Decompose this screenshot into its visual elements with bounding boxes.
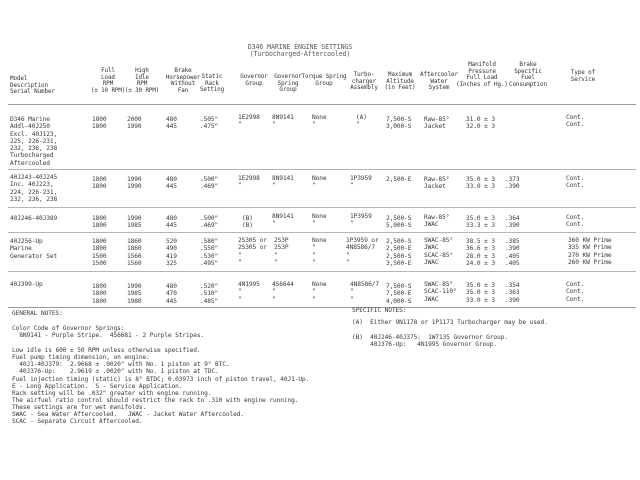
cell-turbocharger: 1P3959 " (350, 175, 372, 190)
cell-turbocharger: 1P3959 or 4N8586/7 " " (346, 237, 379, 266)
row-divider (8, 207, 636, 208)
cell-model: 40J246-40J389 (10, 215, 58, 222)
header-turbocharger: Turbo- charger Assembly (350, 72, 378, 92)
general-notes-heading: GENERAL NOTES: (12, 310, 63, 317)
row-divider (8, 232, 636, 233)
cell-full-load: 1800 1800 (92, 116, 107, 131)
specific-note: 40J376-Up: 4N1995 Governor Group. (352, 341, 498, 348)
cell-aftercooler: Raw-85° Jacket (424, 116, 450, 131)
general-note: Rack setting will be .032" greater with engine running. (12, 390, 212, 397)
header-divider (8, 104, 636, 105)
cell-brake-hp: 520 490 419 325 (166, 238, 177, 267)
cell-governor-spring: 4S6644 " " (272, 281, 294, 303)
general-note: Low idle is 600 ± 50 RPM unless otherwise specified. (12, 347, 201, 354)
cell-service: 360 KW Prime 335 KW Prime 270 KW Prime 260 KW Prime (568, 237, 612, 266)
cell-aftercooler: Raw-85° JWAC (424, 214, 450, 229)
specific-note: (A) Either 9N1178 or 1P1173 Turbocharger may be used. (352, 319, 548, 326)
cell-brake-hp: 480 445 (166, 215, 177, 230)
cell-governor-spring: 8N9141 " (272, 114, 294, 129)
cell-manifold: 35.0 ± 3 33.0 ± 3 (466, 176, 496, 191)
cell-turbocharger: 1P3959 " (350, 213, 372, 228)
cell-torque-spring: None " " " (312, 237, 327, 266)
cell-bsfc: .385 .390 .405 .405 (505, 238, 520, 267)
cell-full-load: 1800 1800 (92, 215, 107, 230)
cell-manifold: 38.5 ± 3 36.6 ± 3 28.0 ± 3 24.0 ± 3 (466, 238, 496, 267)
general-note: SWAC - Sea Water Aftercooled. JWAC - Jacket Water Aftercooled. (12, 411, 245, 418)
cell-high-idle: 1990 1985 1980 (127, 283, 142, 305)
row-divider (8, 169, 636, 170)
cell-high-idle: 1860 1860 1560 1560 (127, 238, 142, 267)
cell-governor-group: 2S305 or 2S305 or " " (238, 237, 268, 266)
cell-model: 40J256-Up Marine Generator Set (10, 238, 58, 260)
cell-bsfc: .364 .390 (505, 215, 520, 230)
header-bsfc: Brake Specific Fuel Consumption (509, 62, 547, 88)
cell-governor-group: 4N1995 " " (238, 281, 260, 303)
cell-static-rack: .500" .469" (200, 215, 219, 230)
cell-altitude: 7,500-S 7,500-E 4,000-S (386, 283, 412, 305)
cell-altitude: 7,500-S 3,000-S (386, 116, 412, 131)
header-model: Model Description Serial Number (10, 76, 55, 96)
cell-full-load: 1800 1800 1500 1500 (92, 238, 107, 267)
header-aftercooler: Aftercooler Water System (420, 72, 458, 92)
cell-governor-group: 1E2998 " (238, 114, 260, 129)
general-note: Fuel pump timing dimension, on engine: (12, 354, 150, 361)
cell-turbocharger: 4N8586/7 " " (350, 281, 380, 303)
cell-brake-hp: 480 445 (166, 176, 177, 191)
cell-bsfc: .354 .363 .390 (505, 282, 520, 304)
cell-high-idle: 1990 1990 (127, 176, 142, 191)
general-note: E - Long Application. S - Service Application. (12, 383, 183, 390)
cell-governor-spring: 8N9141 " (272, 213, 294, 228)
cell-torque-spring: None " " (312, 281, 327, 303)
row-divider (8, 271, 636, 272)
header-torque-spring: Torque Spring Group (301, 74, 347, 87)
cell-aftercooler: SWAC-85° JWAC SCAC-85° JWAC (424, 237, 454, 266)
cell-service: Cont. Cont. (566, 214, 585, 229)
cell-full-load: 1800 1800 (92, 176, 107, 191)
cell-aftercooler: SWAC-85° SCAC-110° JWAC (424, 281, 457, 303)
cell-brake-hp: 480 470 445 (166, 283, 177, 305)
cell-torque-spring: None " (312, 175, 327, 190)
cell-model: D346 Marine Addl-40J250 Excl. 40J123, 225, 226-231, 232, 236, 238 Turbocharged Aftercooled (10, 116, 58, 167)
header-high-idle: High Idle RPM (± 30 RPM) (124, 68, 160, 94)
cell-aftercooler: Raw-85° Jacket (424, 176, 450, 191)
cell-model: 40J399-Up (10, 281, 43, 288)
document-subtitle: (Turbocharged-Aftercooled) (249, 50, 351, 58)
cell-service: Cont. Cont. (566, 114, 585, 129)
cell-bsfc: .373 .390 (505, 176, 520, 191)
general-note: These settings are for wet manifolds. (12, 404, 147, 411)
header-brake-hp: Brake Horsepower Without Fan (165, 68, 201, 94)
cell-high-idle: 2000 1990 (127, 116, 142, 131)
header-governor-group: Governor Group (240, 74, 268, 87)
cell-brake-hp: 480 445 (166, 116, 177, 131)
cell-static-rack: .520" .510" .485" (200, 283, 219, 305)
specific-note: (B) 40J246-40J375: 1W7135 Governor Group. (352, 334, 508, 341)
cell-manifold: 35.0 ± 3 33.3 ± 3 (466, 215, 496, 230)
cell-governor-group: 1E2998 " (238, 175, 260, 190)
cell-full-load: 1800 1800 1800 (92, 283, 107, 305)
cell-governor-spring: 8N9141 " (272, 175, 294, 190)
cell-manifold: 31.0 ± 3 32.0 ± 3 (466, 116, 496, 131)
header-manifold-pressure: Manifold Pressure Full Load (Inches of Hg.) (456, 62, 508, 88)
cell-altitude: 2,500-S 2,500-E 2,500-S 3,500-E (386, 238, 412, 267)
cell-static-rack: .580" .550" .530" .495" (200, 238, 219, 267)
header-governor-spring-group: Governor Spring Group (274, 74, 302, 94)
specific-notes-heading: SPECIFIC NOTES: (352, 307, 407, 314)
cell-model: 40J243-40J245 Inc. 40J223, 224, 226-231, 232, 236, 238 (10, 174, 58, 203)
cell-torque-spring: None " (312, 213, 327, 228)
header-static-rack: Static Rack Setting (199, 74, 225, 94)
general-note: Fuel injection timing (static) is 8° BTDC; 0.03973 inch of piston travel, 40J1-Up. (12, 376, 310, 383)
cell-manifold: 35.0 ± 3 35.0 ± 3 33.0 ± 3 (466, 282, 496, 304)
cell-service: Cont. Cont. (566, 175, 585, 190)
cell-altitude: 2,500-E (386, 176, 412, 183)
header-altitude: Maximum Altitude (in Feet) (384, 72, 416, 92)
cell-governor-spring: 2S3P 2S3P " " (274, 237, 289, 266)
cell-turbocharger: (A) " (356, 114, 367, 129)
cell-altitude: 2,500-S 5,000-S (386, 215, 412, 230)
general-note: 40J376-Up: 2.9619 ± .0020" with No. 1 piston at TDC. (12, 368, 219, 375)
general-note: The airfuel ratio control should restrict the rack to .310 with engine running. (12, 397, 299, 404)
cell-static-rack: .505" .475" (200, 116, 219, 131)
general-note: 40J1-40J379: 2.9668 ± .0020" with No. 1 piston at 9° BTC. (12, 361, 230, 368)
cell-torque-spring: None " (312, 114, 327, 129)
cell-high-idle: 1990 1985 (127, 215, 142, 230)
cell-static-rack: .500" .469" (200, 176, 219, 191)
cell-service: Cont. Cont. Cont. (566, 281, 585, 303)
document-title: D346 MARINE ENGINE SETTINGS (247, 43, 353, 51)
table-bottom-rule (8, 307, 636, 308)
header-type-of-service: Type of Service (570, 70, 596, 83)
general-note: SCAC - Separate Circuit Aftercooled. (12, 418, 143, 425)
header-full-load: Full Load RPM (± 10 RPM) (90, 68, 126, 94)
general-note: 8N9141 - Purple Stripe. 4S6681 - 2 Purple Stripes. (12, 332, 205, 339)
cell-governor-group: (B) (B) (242, 215, 253, 230)
general-note: Color Code of Governor Springs: (12, 325, 125, 332)
